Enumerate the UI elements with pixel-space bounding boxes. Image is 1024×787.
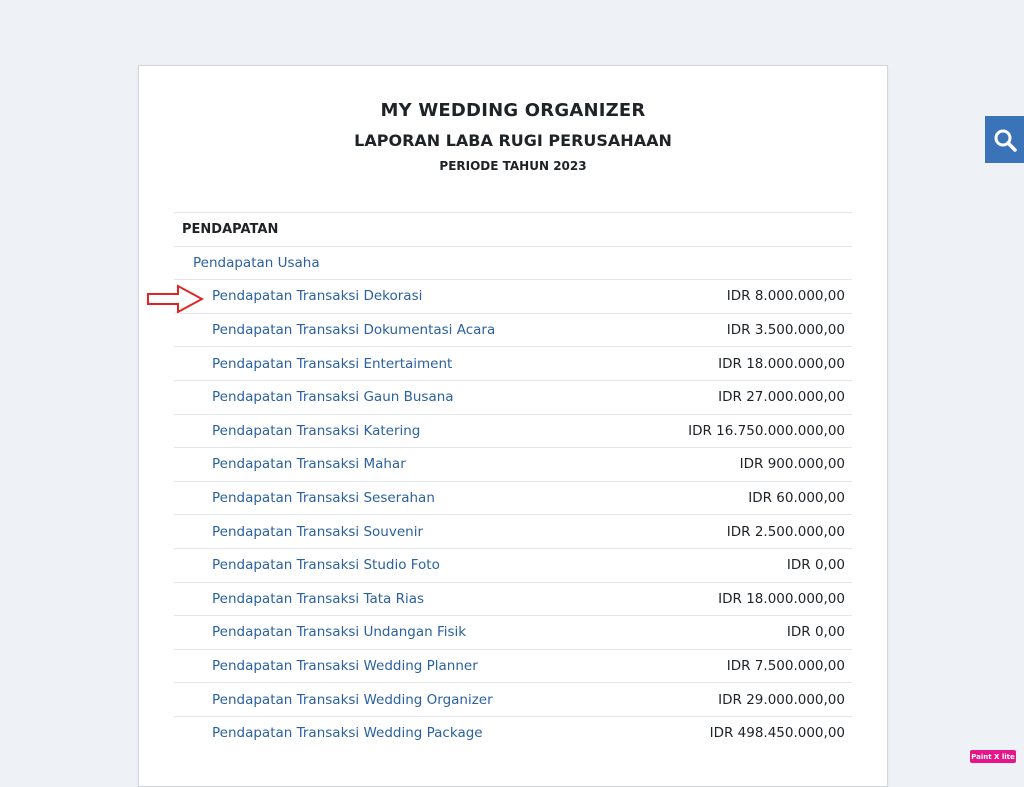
item-value: IDR 498.450.000,00: [709, 725, 845, 742]
search-icon: [993, 128, 1017, 152]
item-value: IDR 16.750.000.000,00: [688, 422, 845, 439]
item-label[interactable]: Pendapatan Transaksi Wedding Organizer: [212, 691, 493, 708]
item-value: IDR 3.500.000,00: [726, 322, 845, 339]
item-value: IDR 0,00: [786, 557, 845, 574]
table-row: [174, 514, 852, 548]
item-label[interactable]: Pendapatan Transaksi Seserahan: [212, 490, 435, 507]
item-value: IDR 60.000,00: [748, 490, 845, 507]
table-row: [174, 481, 852, 515]
company-title: MY WEDDING ORGANIZER: [380, 100, 646, 121]
item-value: IDR 18.000.000,00: [718, 355, 845, 372]
item-value: IDR 0,00: [786, 624, 845, 641]
item-label[interactable]: Pendapatan Transaksi Katering: [212, 422, 421, 439]
paint-x-lite-badge: Paint X lite: [970, 750, 1016, 763]
table-row: [174, 279, 852, 313]
group-row-pendapatan-usaha: [174, 246, 852, 280]
item-label[interactable]: Pendapatan Transaksi Dekorasi: [212, 288, 423, 305]
item-label[interactable]: Pendapatan Transaksi Entertaiment: [212, 355, 453, 372]
item-label[interactable]: Pendapatan Transaksi Undangan Fisik: [212, 624, 467, 641]
section-label: PENDAPATAN: [182, 221, 279, 237]
table-row: [174, 716, 852, 750]
item-value: IDR 27.000.000,00: [718, 389, 845, 406]
item-value: IDR 900.000,00: [739, 456, 845, 473]
table-row: [174, 414, 852, 448]
report-card: [138, 65, 888, 787]
item-label[interactable]: Pendapatan Transaksi Gaun Busana: [212, 389, 454, 406]
table-row: [174, 447, 852, 481]
item-label[interactable]: Pendapatan Transaksi Dokumentasi Acara: [212, 322, 496, 339]
red-arrow-icon: [146, 284, 204, 314]
item-value: IDR 2.500.000,00: [726, 523, 845, 540]
table-row: [174, 682, 852, 716]
item-label[interactable]: Pendapatan Transaksi Wedding Planner: [212, 658, 478, 675]
item-label[interactable]: Pendapatan Transaksi Mahar: [212, 456, 406, 473]
item-label[interactable]: Pendapatan Transaksi Wedding Package: [212, 725, 483, 742]
item-value: IDR 8.000.000,00: [726, 288, 845, 305]
item-label[interactable]: Pendapatan Transaksi Souvenir: [212, 523, 423, 540]
table-row: [174, 313, 852, 347]
group-label: Pendapatan Usaha: [193, 254, 320, 271]
income-table: [174, 212, 852, 750]
item-value: IDR 7.500.000,00: [726, 658, 845, 675]
table-row: [174, 380, 852, 414]
item-value: IDR 18.000.000,00: [718, 590, 845, 607]
table-row: [174, 649, 852, 683]
report-title: LAPORAN LABA RUGI PERUSAHAAN: [354, 131, 672, 150]
table-row: [174, 582, 852, 616]
table-row: [174, 548, 852, 582]
item-label[interactable]: Pendapatan Transaksi Studio Foto: [212, 557, 440, 574]
item-value: IDR 29.000.000,00: [718, 691, 845, 708]
table-row: [174, 346, 852, 380]
table-row: [174, 615, 852, 649]
report-period: PERIODE TAHUN 2023: [439, 159, 587, 173]
item-label[interactable]: Pendapatan Transaksi Tata Rias: [212, 590, 425, 607]
section-row-pendapatan: [174, 212, 852, 246]
search-button[interactable]: [985, 116, 1024, 163]
